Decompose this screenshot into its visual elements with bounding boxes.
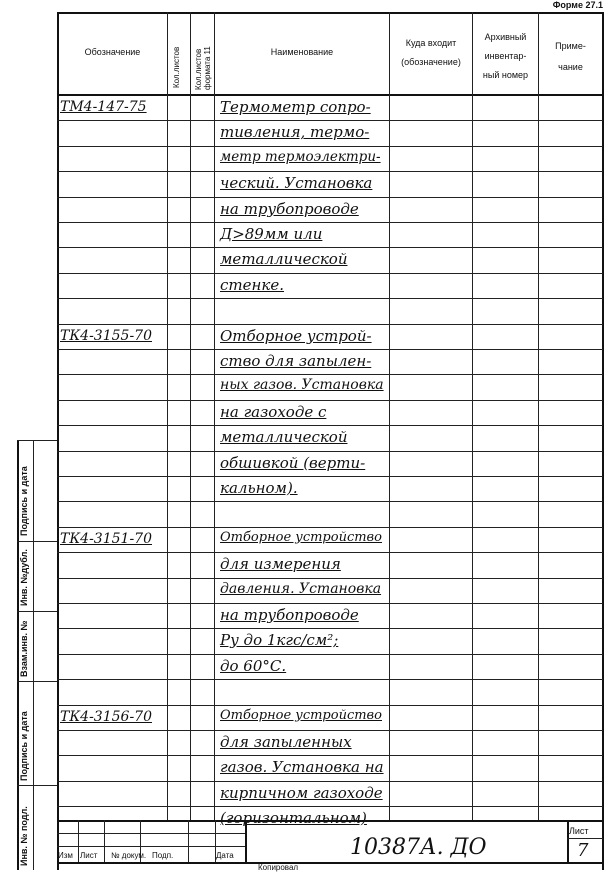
entry-line: (горизонтальном) <box>220 809 367 827</box>
tb-docno-label: № докум. <box>111 851 147 860</box>
title-block-row-1 <box>57 833 245 834</box>
header-where-used-1: Куда входит <box>405 38 457 48</box>
row-rule <box>57 476 603 477</box>
stamp-sep-3 <box>17 681 57 682</box>
col-sep-5 <box>472 12 473 820</box>
entry-code: ТК4-3155-70 <box>60 328 152 344</box>
row-rule <box>57 527 603 528</box>
row-rule <box>57 628 603 629</box>
title-block-row-2 <box>57 846 245 847</box>
stamp-sep-1 <box>17 541 57 542</box>
title-block-bottom <box>57 862 603 864</box>
entry-line: Д>89мм или <box>220 225 323 243</box>
entry-line: металлической <box>220 428 348 446</box>
row-rule <box>57 654 603 655</box>
entry-line: кальном). <box>220 479 298 497</box>
header-archive-3: ный номер <box>482 70 529 80</box>
stamp-sep-2 <box>17 611 57 612</box>
header-designation: Обозначение <box>84 47 141 57</box>
col-sep-2 <box>190 12 191 820</box>
entry-line: Ру до 1кгс/см²; <box>220 631 339 649</box>
header-bottom-line <box>57 94 603 96</box>
col-sep-6 <box>538 12 539 820</box>
entry-line: Отборное устройство <box>220 708 382 723</box>
row-rule <box>57 755 603 756</box>
header-notes-2: чание <box>558 62 583 72</box>
header-archive-1: Архивный <box>484 32 527 42</box>
stamp-sep-4 <box>17 785 57 786</box>
row-rule <box>57 146 603 147</box>
row-rule <box>57 781 603 782</box>
entry-line: на газоходе с <box>220 403 327 421</box>
col-sep-4 <box>389 12 390 820</box>
tb-sheet-sep <box>567 838 603 839</box>
tb-col-4 <box>188 820 189 862</box>
row-rule <box>57 374 603 375</box>
tb-document-code: 10387А. ДО <box>350 835 487 860</box>
entry-line: кирпичном газоходе <box>220 784 383 802</box>
stamp-replace-inv: Взам.инв. № <box>19 620 29 677</box>
row-rule <box>57 197 603 198</box>
entry-line: Термометр сопро- <box>220 98 371 116</box>
frame-left-line <box>57 12 59 870</box>
entry-line: метр термоэлектри- <box>220 149 381 165</box>
frame-right-line <box>602 12 604 870</box>
tb-date-label: Дата <box>216 851 234 860</box>
entry-line: ческий. Установка <box>220 174 373 192</box>
header-notes-1: Приме- <box>555 41 586 51</box>
row-rule <box>57 679 603 680</box>
col-sep-3 <box>214 12 215 820</box>
stamp-col-mid <box>33 440 34 870</box>
header-where-used-2: (обозначение) <box>401 57 461 67</box>
row-rule <box>57 120 603 121</box>
tb-sheet-number: 7 <box>577 840 589 861</box>
row-rule <box>57 324 603 325</box>
row-rule <box>57 705 603 706</box>
row-rule <box>57 578 603 579</box>
row-rule <box>57 349 603 350</box>
frame-top-line <box>57 12 603 14</box>
entry-code: ТК4-3156-70 <box>60 709 152 725</box>
row-rule <box>57 603 603 604</box>
entry-line: металлической <box>220 250 348 268</box>
entry-line: обшивкой (верти- <box>220 454 366 472</box>
header-sheets-count: Кол.листов <box>172 46 181 88</box>
entry-line: Отборное устройство <box>220 530 382 545</box>
row-rule <box>57 171 603 172</box>
row-rule <box>57 298 603 299</box>
title-block-top <box>57 820 603 822</box>
row-rule <box>57 425 603 426</box>
tb-col-2 <box>104 820 105 862</box>
stamp-sign-date-top: Подпись и дата <box>19 466 29 536</box>
entry-code: ТК4-3151-70 <box>60 531 152 547</box>
row-rule <box>57 730 603 731</box>
tb-sheet-label-right: Лист <box>569 826 589 836</box>
row-rule <box>57 247 603 248</box>
entry-line: ных газов. Установка <box>220 377 384 393</box>
form-label: Форме 27.1 <box>552 0 603 10</box>
entry-code: ТМ4-147-75 <box>60 99 147 115</box>
entry-line: на трубопроводе <box>220 606 359 624</box>
col-sep-1 <box>167 12 168 820</box>
entry-line: ство для запылен- <box>220 352 372 370</box>
tb-signature-label: Подп. <box>152 851 174 860</box>
entry-line: для запыленных <box>220 733 352 751</box>
stamp-orig-inv: Инв. № подл. <box>19 806 29 866</box>
entry-line: до 60°С. <box>220 657 287 675</box>
row-rule <box>57 273 603 274</box>
entry-line: Отборное устрой- <box>220 327 372 345</box>
tb-col-6 <box>245 820 247 862</box>
entry-line: газов. Установка на <box>220 758 384 776</box>
entry-line: стенке. <box>220 276 284 294</box>
header-name: Наименование <box>270 47 334 57</box>
row-rule <box>57 451 603 452</box>
tb-sheet-label: Лист <box>80 851 98 860</box>
stamp-sign-date-bottom: Подпись и дата <box>19 711 29 781</box>
entry-line: на трубопроводе <box>220 200 359 218</box>
entry-line: давления. Установка <box>220 581 382 597</box>
header-archive-2: инвентар- <box>484 51 527 61</box>
entry-line: тивления, термо- <box>220 123 370 141</box>
stamp-top <box>17 440 57 441</box>
row-rule <box>57 501 603 502</box>
tb-copied: Копировал <box>258 863 299 872</box>
row-rule <box>57 400 603 401</box>
stamp-dup-inv: Инв. №дубл. <box>19 549 29 606</box>
tb-col-1 <box>78 820 79 862</box>
header-format-sheets: Кол.листов формата 11 <box>194 46 212 90</box>
row-rule <box>57 806 603 807</box>
row-rule <box>57 552 603 553</box>
tb-change-label: Изм <box>58 851 73 860</box>
row-rule <box>57 222 603 223</box>
entry-line: для измерения <box>220 555 341 573</box>
